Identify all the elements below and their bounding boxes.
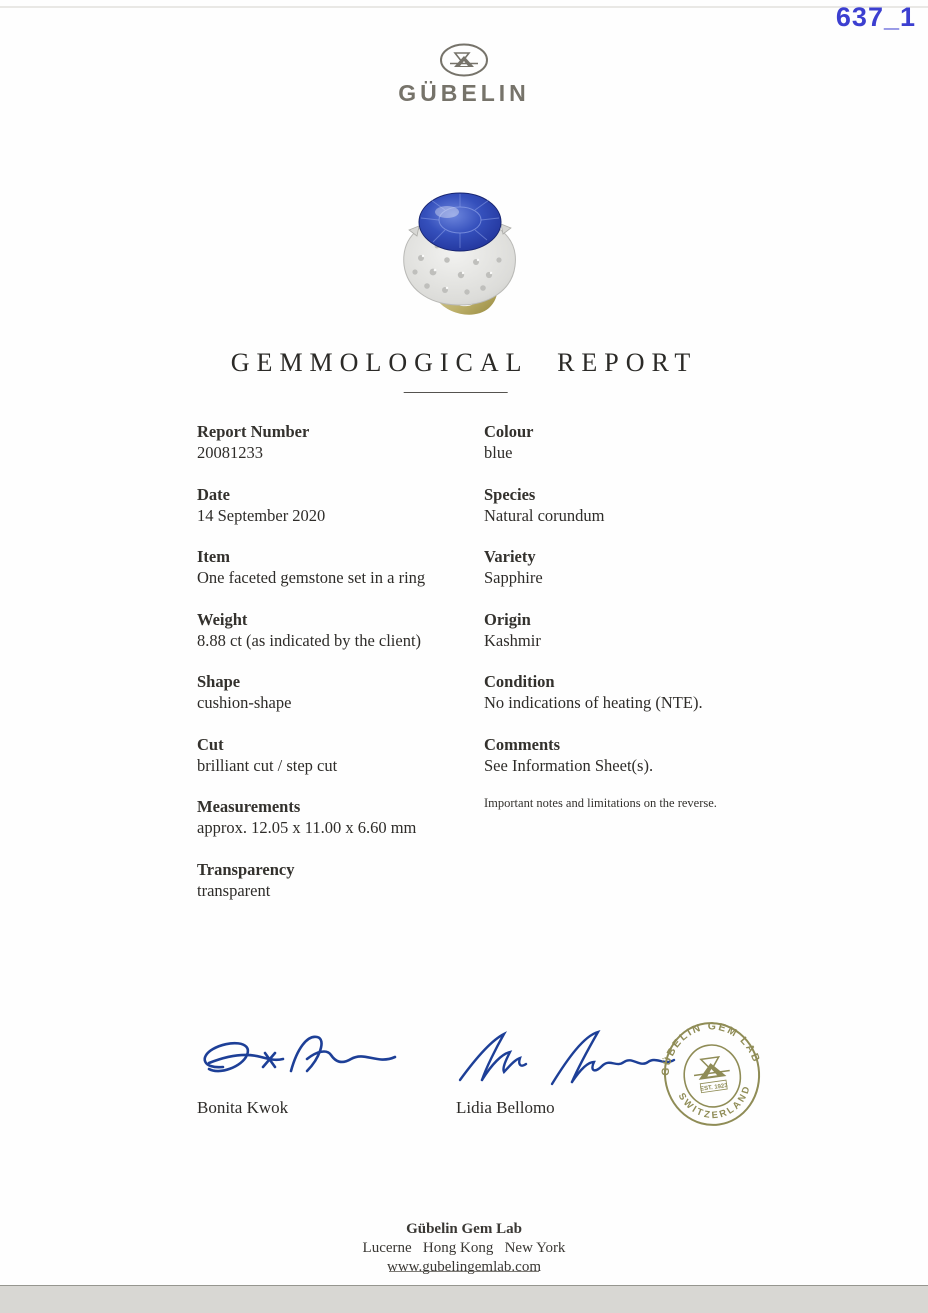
fields-right-column [484,421,784,811]
field-value: transparent [197,880,271,900]
field-value: See Information Sheet(s). [484,755,654,775]
brand-name: GÜBELIN [398,80,530,106]
field-label: Condition [484,672,555,691]
footer [0,1220,928,1277]
field-label: Species [484,484,536,504]
field-value: blue [484,443,513,462]
field-shape [197,671,467,713]
field-label: Colour [484,422,534,441]
footer-website: www.gubelingemlab.com [387,1259,541,1275]
field-species [484,484,784,526]
field-weight [197,609,467,651]
field-colour [484,421,784,463]
gubelin-emblem-icon [438,42,490,78]
field-date [197,484,467,526]
field-label: Variety [484,547,536,566]
seal-top-text: GÜBELIN GEM LAB [659,1020,763,1077]
field-value: 8.88 ct (as indicated by the client) [197,630,422,650]
field-value: Natural corundum [484,505,605,525]
field-comments [484,734,784,776]
field-label: Measurements [197,797,301,816]
field-value: One faceted gemstone set in a ring [197,568,426,587]
field-label: Shape [197,672,241,691]
seal-bottom-text: SWITZERLAND [675,1083,754,1122]
field-cut [197,734,467,776]
field-label: Transparency [197,859,295,879]
field-condition [484,671,784,713]
signature-block-lidia-bellomo [448,1028,683,1117]
field-value: 20081233 [197,443,263,462]
field-value: 14 September 2020 [197,505,326,525]
brand-header [0,42,928,107]
field-value: approx. 12.05 x 11.00 x 6.60 mm [197,818,417,837]
field-label: Origin [484,609,531,629]
lab-seal [649,1011,775,1137]
scan-edge-top [0,6,928,8]
field-measurements [197,796,467,838]
field-value: Sapphire [484,568,543,587]
field-value: Kashmir [484,630,541,650]
seal-est-text: EST. 1923 [699,1082,729,1093]
field-value: cushion-shape [197,693,292,712]
gubelin-gem-lab-seal-icon [649,1011,775,1137]
field-label: Weight [197,609,248,629]
signatory-name: Lidia Bellomo [456,1098,555,1117]
signatory-name: Bonita Kwok [197,1098,289,1117]
field-variety [484,546,784,588]
field-label: Item [197,547,230,566]
field-transparency [197,859,467,901]
field-label: Report Number [197,422,310,441]
footer-rule [389,1271,539,1272]
field-item [197,546,467,588]
field-label: Comments [484,734,561,754]
scan-edge-bottom [0,1285,928,1313]
reverse-note: Important notes and limitations on the reverse. [484,796,717,810]
field-label: Cut [197,734,224,754]
footer-lab-name: Gübelin Gem Lab [406,1221,522,1237]
title-underline [404,392,508,393]
signature-ink-bonita [195,1025,410,1095]
signature-ink-lidia [448,1028,683,1094]
report-title: GEMMOLOGICAL REPORT [230,348,698,377]
field-report-number [197,421,467,463]
ring-photo [379,180,549,320]
field-value: No indications of heating (NTE). [484,693,703,712]
field-label: Date [197,484,230,504]
sapphire-ring-illustration [379,180,549,320]
document-tag: 637_1 [835,2,916,32]
field-origin [484,609,784,651]
fields-left-column [197,421,467,921]
field-value: brilliant cut / step cut [197,755,338,775]
footer-cities: Lucerne Hong Kong New York [362,1240,566,1256]
signature-block-bonita-kwok [195,1025,410,1117]
